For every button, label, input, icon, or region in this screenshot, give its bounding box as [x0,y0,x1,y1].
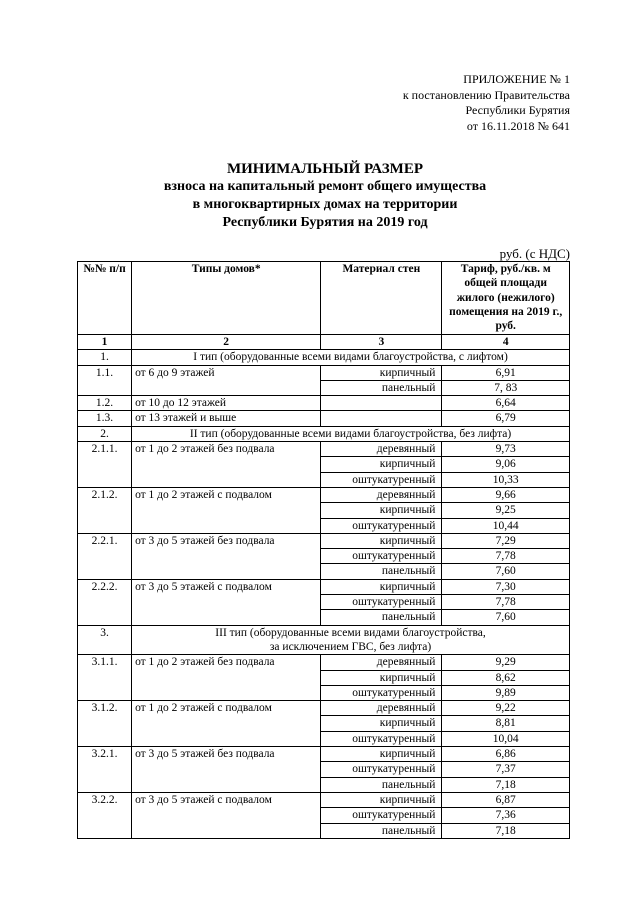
col-number: 2 [132,335,321,350]
row-num: 1.2. [78,396,132,411]
header-type: Типы домов* [132,262,321,335]
table-row [78,396,570,411]
tariff-value: 9,25 [442,503,570,518]
col-number: 4 [442,335,570,350]
table-row [78,487,570,502]
table-row [78,747,570,762]
tariff-value: 8,81 [442,716,570,731]
wall-material: деревянный [321,487,442,502]
wall-material: оштукатуренный [321,518,442,533]
wall-material: кирпичный [321,533,442,548]
tariff-table [77,261,570,839]
wall-material [321,411,442,426]
tariff-value: 9,66 [442,487,570,502]
tariff-value: 7,60 [442,564,570,579]
house-type: от 10 до 12 этажей [132,396,321,411]
appendix-line: ПРИЛОЖЕНИЕ № 1 [463,72,570,86]
wall-material: деревянный [321,655,442,670]
header-material: Материал стен [321,262,442,335]
col-number: 3 [321,335,442,350]
wall-material: кирпичный [321,670,442,685]
title-line: Республики Бурятия на 2019 год [222,215,428,230]
table-row [78,442,570,457]
tariff-value: 6,64 [442,396,570,411]
table-row [78,365,570,380]
tariff-value: 7,78 [442,595,570,610]
appendix-block [403,72,570,134]
tariff-value: 8,62 [442,670,570,685]
row-num: 2.1.2. [78,487,132,533]
tariff-value: 7,78 [442,549,570,564]
house-type: от 3 до 5 этажей без подвала [132,533,321,579]
table-row [78,579,570,594]
wall-material: панельный [321,380,442,395]
wall-material: панельный [321,777,442,792]
tariff-value: 7,37 [442,762,570,777]
house-type: от 3 до 5 этажей с подвалом [132,579,321,625]
tariff-value: 9,29 [442,655,570,670]
row-num: 1.1. [78,365,132,396]
wall-material: кирпичный [321,747,442,762]
wall-material: деревянный [321,701,442,716]
row-num: 3.2.2. [78,792,132,838]
wall-material: оштукатуренный [321,595,442,610]
tariff-value: 6,79 [442,411,570,426]
wall-material: оштукатуренный [321,731,442,746]
house-type: от 3 до 5 этажей с подвалом [132,792,321,838]
tariff-value: 9,22 [442,701,570,716]
wall-material: кирпичный [321,792,442,807]
tariff-value: 10,33 [442,472,570,487]
document-title [80,160,570,232]
house-type: от 6 до 9 этажей [132,365,321,396]
appendix-line: от 16.11.2018 № 641 [466,118,570,133]
tariff-value: 7,36 [442,808,570,823]
tariff-value: 10,04 [442,731,570,746]
table-row [78,701,570,716]
type-heading-line: III тип (оборудованные всеми видами благоустройства, [215,626,486,639]
tariff-value: 10,44 [442,518,570,533]
house-type: от 1 до 2 этажей без подвала [132,442,321,488]
tariff-value: 9,89 [442,685,570,700]
tariff-value: 9,73 [442,442,570,457]
row-num: 2.1.1. [78,442,132,488]
row-num: 3.1.2. [78,701,132,747]
table-row [78,533,570,548]
type-heading-row [78,426,570,441]
house-type: от 3 до 5 этажей без подвала [132,747,321,793]
wall-material: панельный [321,610,442,625]
tariff-value: 7,60 [442,610,570,625]
tariff-value: 9,06 [442,457,570,472]
col-number: 1 [78,335,132,350]
tariff-value: 7,18 [442,777,570,792]
house-type: от 13 этажей и выше [132,411,321,426]
row-num: 2.2.1. [78,533,132,579]
type-heading-line: за исключением ГВС, без лифта) [269,640,432,653]
wall-material: оштукатуренный [321,472,442,487]
wall-material: кирпичный [321,716,442,731]
header-num: №№ п/п [78,262,132,335]
wall-material: оштукатуренный [321,549,442,564]
title-line: МИНИМАЛЬНЫЙ РАЗМЕР [226,161,423,177]
type-heading [132,625,570,655]
column-number-row [78,335,570,350]
header-row [78,262,570,335]
row-num: 3. [78,625,132,655]
table-row [78,655,570,670]
type-heading-row [78,350,570,365]
wall-material: деревянный [321,442,442,457]
house-type: от 1 до 2 этажей без подвала [132,655,321,701]
wall-material: оштукатуренный [321,762,442,777]
tariff-value: 7,30 [442,579,570,594]
wall-material: панельный [321,823,442,838]
tariff-value: 6,87 [442,792,570,807]
appendix-line: Республики Бурятия [465,103,570,117]
wall-material: кирпичный [321,579,442,594]
wall-material: кирпичный [321,503,442,518]
table-row [78,411,570,426]
row-num: 3.2.1. [78,747,132,793]
wall-material: кирпичный [321,365,442,380]
tariff-value: 6,91 [442,365,570,380]
wall-material [321,396,442,411]
house-type: от 1 до 2 этажей с подвалом [132,487,321,533]
wall-material: оштукатуренный [321,685,442,700]
wall-material: оштукатуренный [321,808,442,823]
tariff-value: 7, 83 [442,380,570,395]
tariff-value: 7,29 [442,533,570,548]
type-heading: II тип (оборудованные всеми видами благоустройства, без лифта) [132,426,570,441]
title-line: в многоквартирных домах на территории [192,197,458,212]
title-line: взноса на капитальный ремонт общего имущества [163,179,487,194]
table-row [78,792,570,807]
tariff-value: 7,18 [442,823,570,838]
house-type: от 1 до 2 этажей с подвалом [132,701,321,747]
row-num: 1.3. [78,411,132,426]
wall-material: панельный [321,564,442,579]
row-num: 2.2.2. [78,579,132,625]
header-tariff: Тариф, руб./кв. м общей площади жилого (нежилого) помещения на 2019 г., руб. [442,262,570,335]
row-num: 1. [78,350,132,365]
row-num: 2. [78,426,132,441]
type-heading: I тип (оборудованные всеми видами благоустройства, с лифтом) [132,350,570,365]
type-heading-row [78,625,570,655]
row-num: 3.1.1. [78,655,132,701]
tariff-value: 6,86 [442,747,570,762]
currency-note: руб. (с НДС) [499,246,570,261]
appendix-line: к постановлению Правительства [402,87,570,102]
wall-material: кирпичный [321,457,442,472]
